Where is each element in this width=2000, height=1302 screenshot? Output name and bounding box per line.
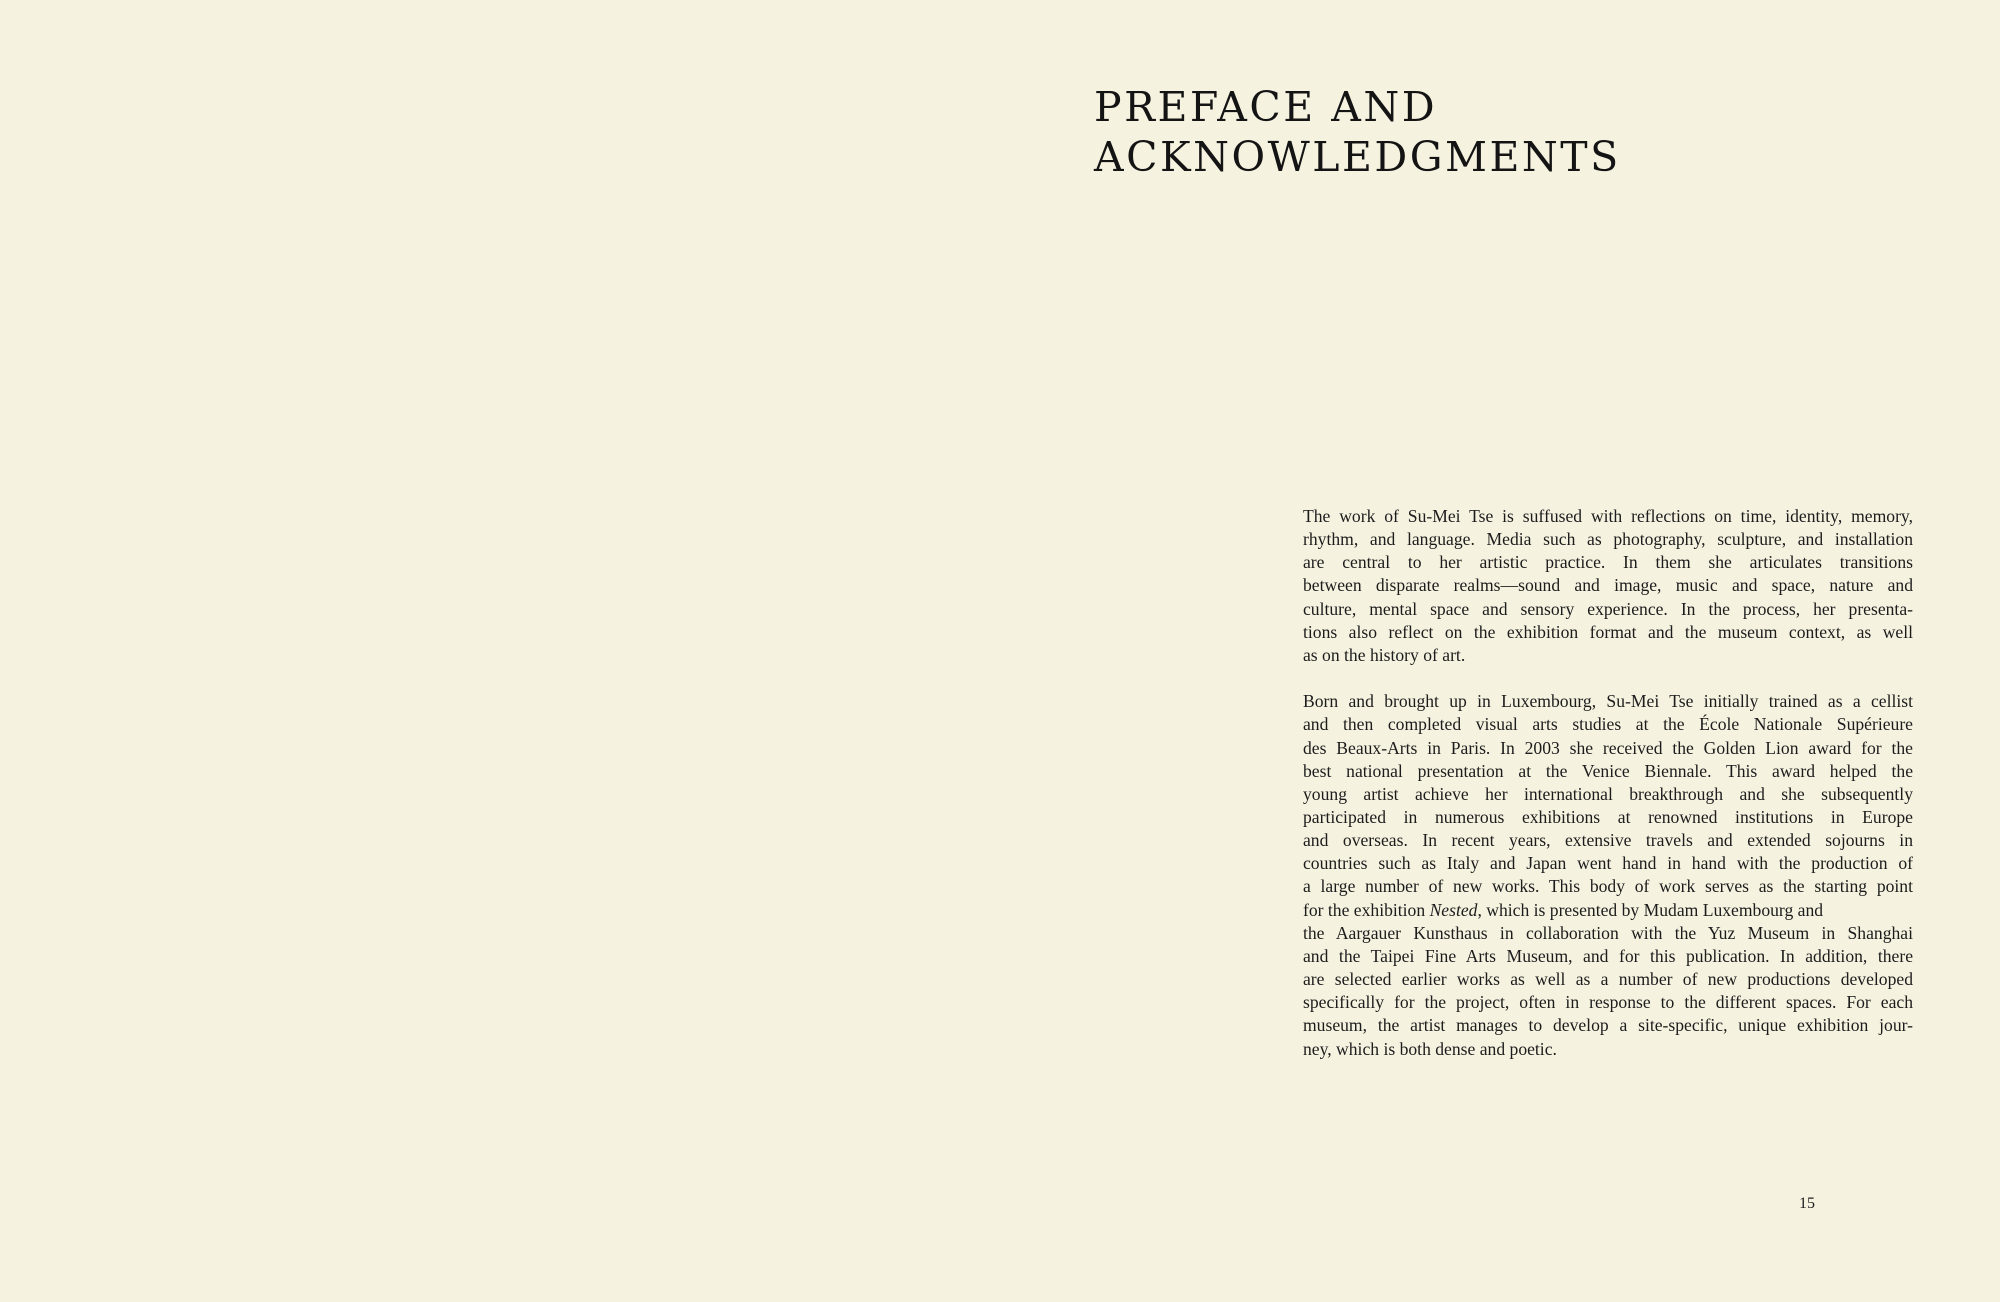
text-line: culture, mental space and sensory experience. In the process, her presenta- [1303,598,1913,619]
text-line: participated in numerous exhibitions at renowned institutions in Europe [1303,807,1913,828]
paragraph-1 [1303,505,1913,667]
text-line: young artist achieve her international breakthrough and she subsequently [1303,783,1913,804]
text-line: Born and brought up in Luxembourg, Su-Mei Tse initially trained as a cellist [1303,691,1913,712]
page-title-line-2: ACKNOWLEDGMENTS [1094,133,1621,181]
text-line: as on the history of art. [1303,644,1466,665]
text-line: specifically for the project, often in response to the different spaces. For each [1303,992,1913,1013]
text-line: The work of Su-Mei Tse is suffused with reflections on time, identity, memory, [1303,506,1913,526]
text-line: des Beaux-Arts in Paris. In 2003 she received the Golden Lion award for the [1303,737,1913,758]
page-title [1094,82,1621,182]
text-line: a large number of new works. This body of work serves as the starting point [1303,876,1913,897]
text-line: are central to her artistic practice. In them she articulates transitions [1303,552,1913,573]
text-line: museum, the artist manages to develop a site-specific, unique exhibition jour- [1303,1015,1913,1036]
page-number: 15 [1799,1195,1815,1212]
page-title-line-1: PREFACE AND [1094,83,1438,131]
text-line: and then completed visual arts studies at the École Nationale Supérieure [1303,714,1913,735]
text-line: the Aargauer Kunsthaus in collaboration with the Yuz Museum in Shanghai [1303,922,1913,943]
text-line: and the Taipei Fine Arts Museum, and for this publication. In addition, there [1303,945,1913,966]
paragraph-2 [1303,690,1913,1061]
text-line: best national presentation at the Venice Biennale. This award helped the [1303,760,1913,781]
text-line-with-italic [1303,899,1913,922]
text-line: are selected earlier works as well as a number of new productions developed [1303,969,1913,990]
text-line: and overseas. In recent years, extensive travels and extended sojourns in [1303,830,1913,851]
text-line: rhythm, and language. Media such as photography, sculpture, and installation [1303,529,1913,550]
exhibition-title-italic: Nested [1429,899,1478,920]
text-line: between disparate realms—sound and image, music and space, nature and [1303,575,1913,596]
body-text [1303,505,1913,1061]
text-line: ney, which is both dense and poetic. [1303,1038,1557,1059]
text-fragment: for the exhibition [1303,899,1430,920]
text-line: countries such as Italy and Japan went hand in hand with the production of [1303,853,1913,874]
text-line: tions also reflect on the exhibition format and the museum context, as well [1303,621,1913,642]
text-fragment: , which is presented by Mudam Luxembourg and [1477,899,1824,920]
right-page [1000,0,2000,1302]
